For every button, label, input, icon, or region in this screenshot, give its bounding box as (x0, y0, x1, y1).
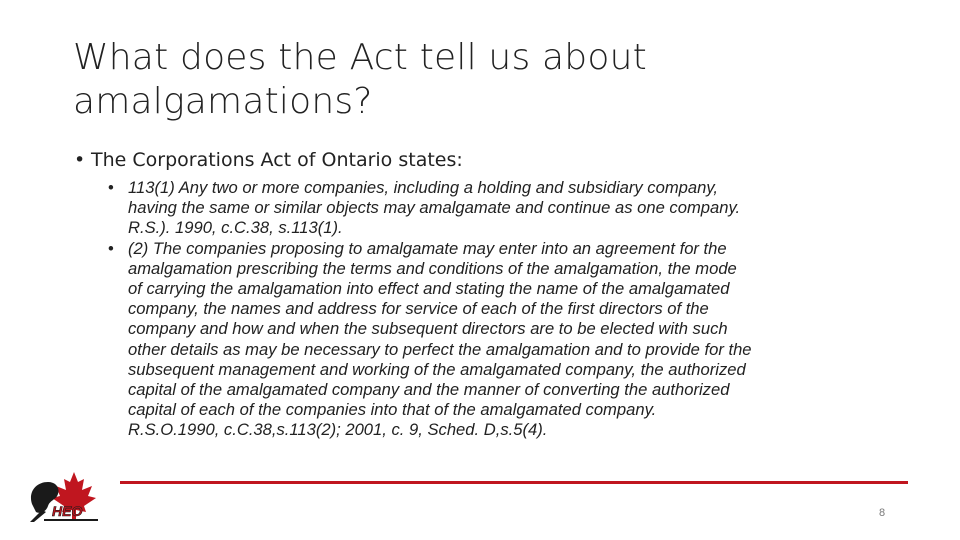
sub-bullet-line: amalgamation prescribing the terms and conditions of the amalgamation, the mode (128, 258, 737, 278)
sub-bullet-line: having the same or similar objects may amalgamate and continue as one company. (128, 198, 741, 218)
sub-bullet-line: R.S.O.1990, c.C.38,s.113(2); 2001, c. 9, Sched. D,s.5(4). (128, 420, 548, 440)
sub-bullet-line: capital of the amalgamated company and the manner of converting the authorized (128, 380, 730, 400)
logo-text: HEO (52, 503, 83, 519)
page-number: 8 (878, 507, 886, 519)
sub-bullet-line: subsequent management and working of the amalgamated company, the authorized (128, 359, 746, 379)
title-line-1: What does the Act tell us about (73, 37, 647, 78)
bullet-dot: • (108, 238, 114, 258)
sub-bullet-line: 113(1) Any two or more companies, including a holding and subsidiary company, (128, 178, 719, 197)
footer-divider (120, 481, 908, 484)
main-bullet (74, 147, 914, 173)
sub-bullet-113-2 (108, 239, 908, 441)
bullet-dot: • (108, 178, 114, 197)
hockey-eastern-ontario-logo (22, 470, 102, 526)
sub-bullet-113-1 (108, 178, 908, 239)
sub-bullet-line: (2) The companies proposing to amalgamate may enter into an agreement for the (128, 238, 727, 258)
title-line-2: amalgamations? (73, 81, 373, 122)
bullet-dot: • (74, 149, 86, 171)
sub-bullet-list (108, 178, 908, 441)
sub-bullet-line: company, the names and address for service of each of the first directors of the (128, 299, 709, 319)
sub-bullet-line: company and how and when the subsequent directors are to be elected with such (128, 319, 728, 339)
main-bullet-text: The Corporations Act of Ontario states: (91, 149, 463, 171)
sub-bullet-line: R.S.). 1990, c.C.38, s.113(1). (128, 218, 343, 238)
sub-bullet-line: capital of each of the companies into that of the amalgamated company. (128, 400, 657, 420)
slide-title (73, 36, 893, 124)
sub-bullet-line: of carrying the amalgamation into effect and stating the name of the amalgamated (128, 279, 730, 299)
sub-bullet-line: other details as may be necessary to perfect the amalgamation and to provide for the (128, 339, 752, 359)
